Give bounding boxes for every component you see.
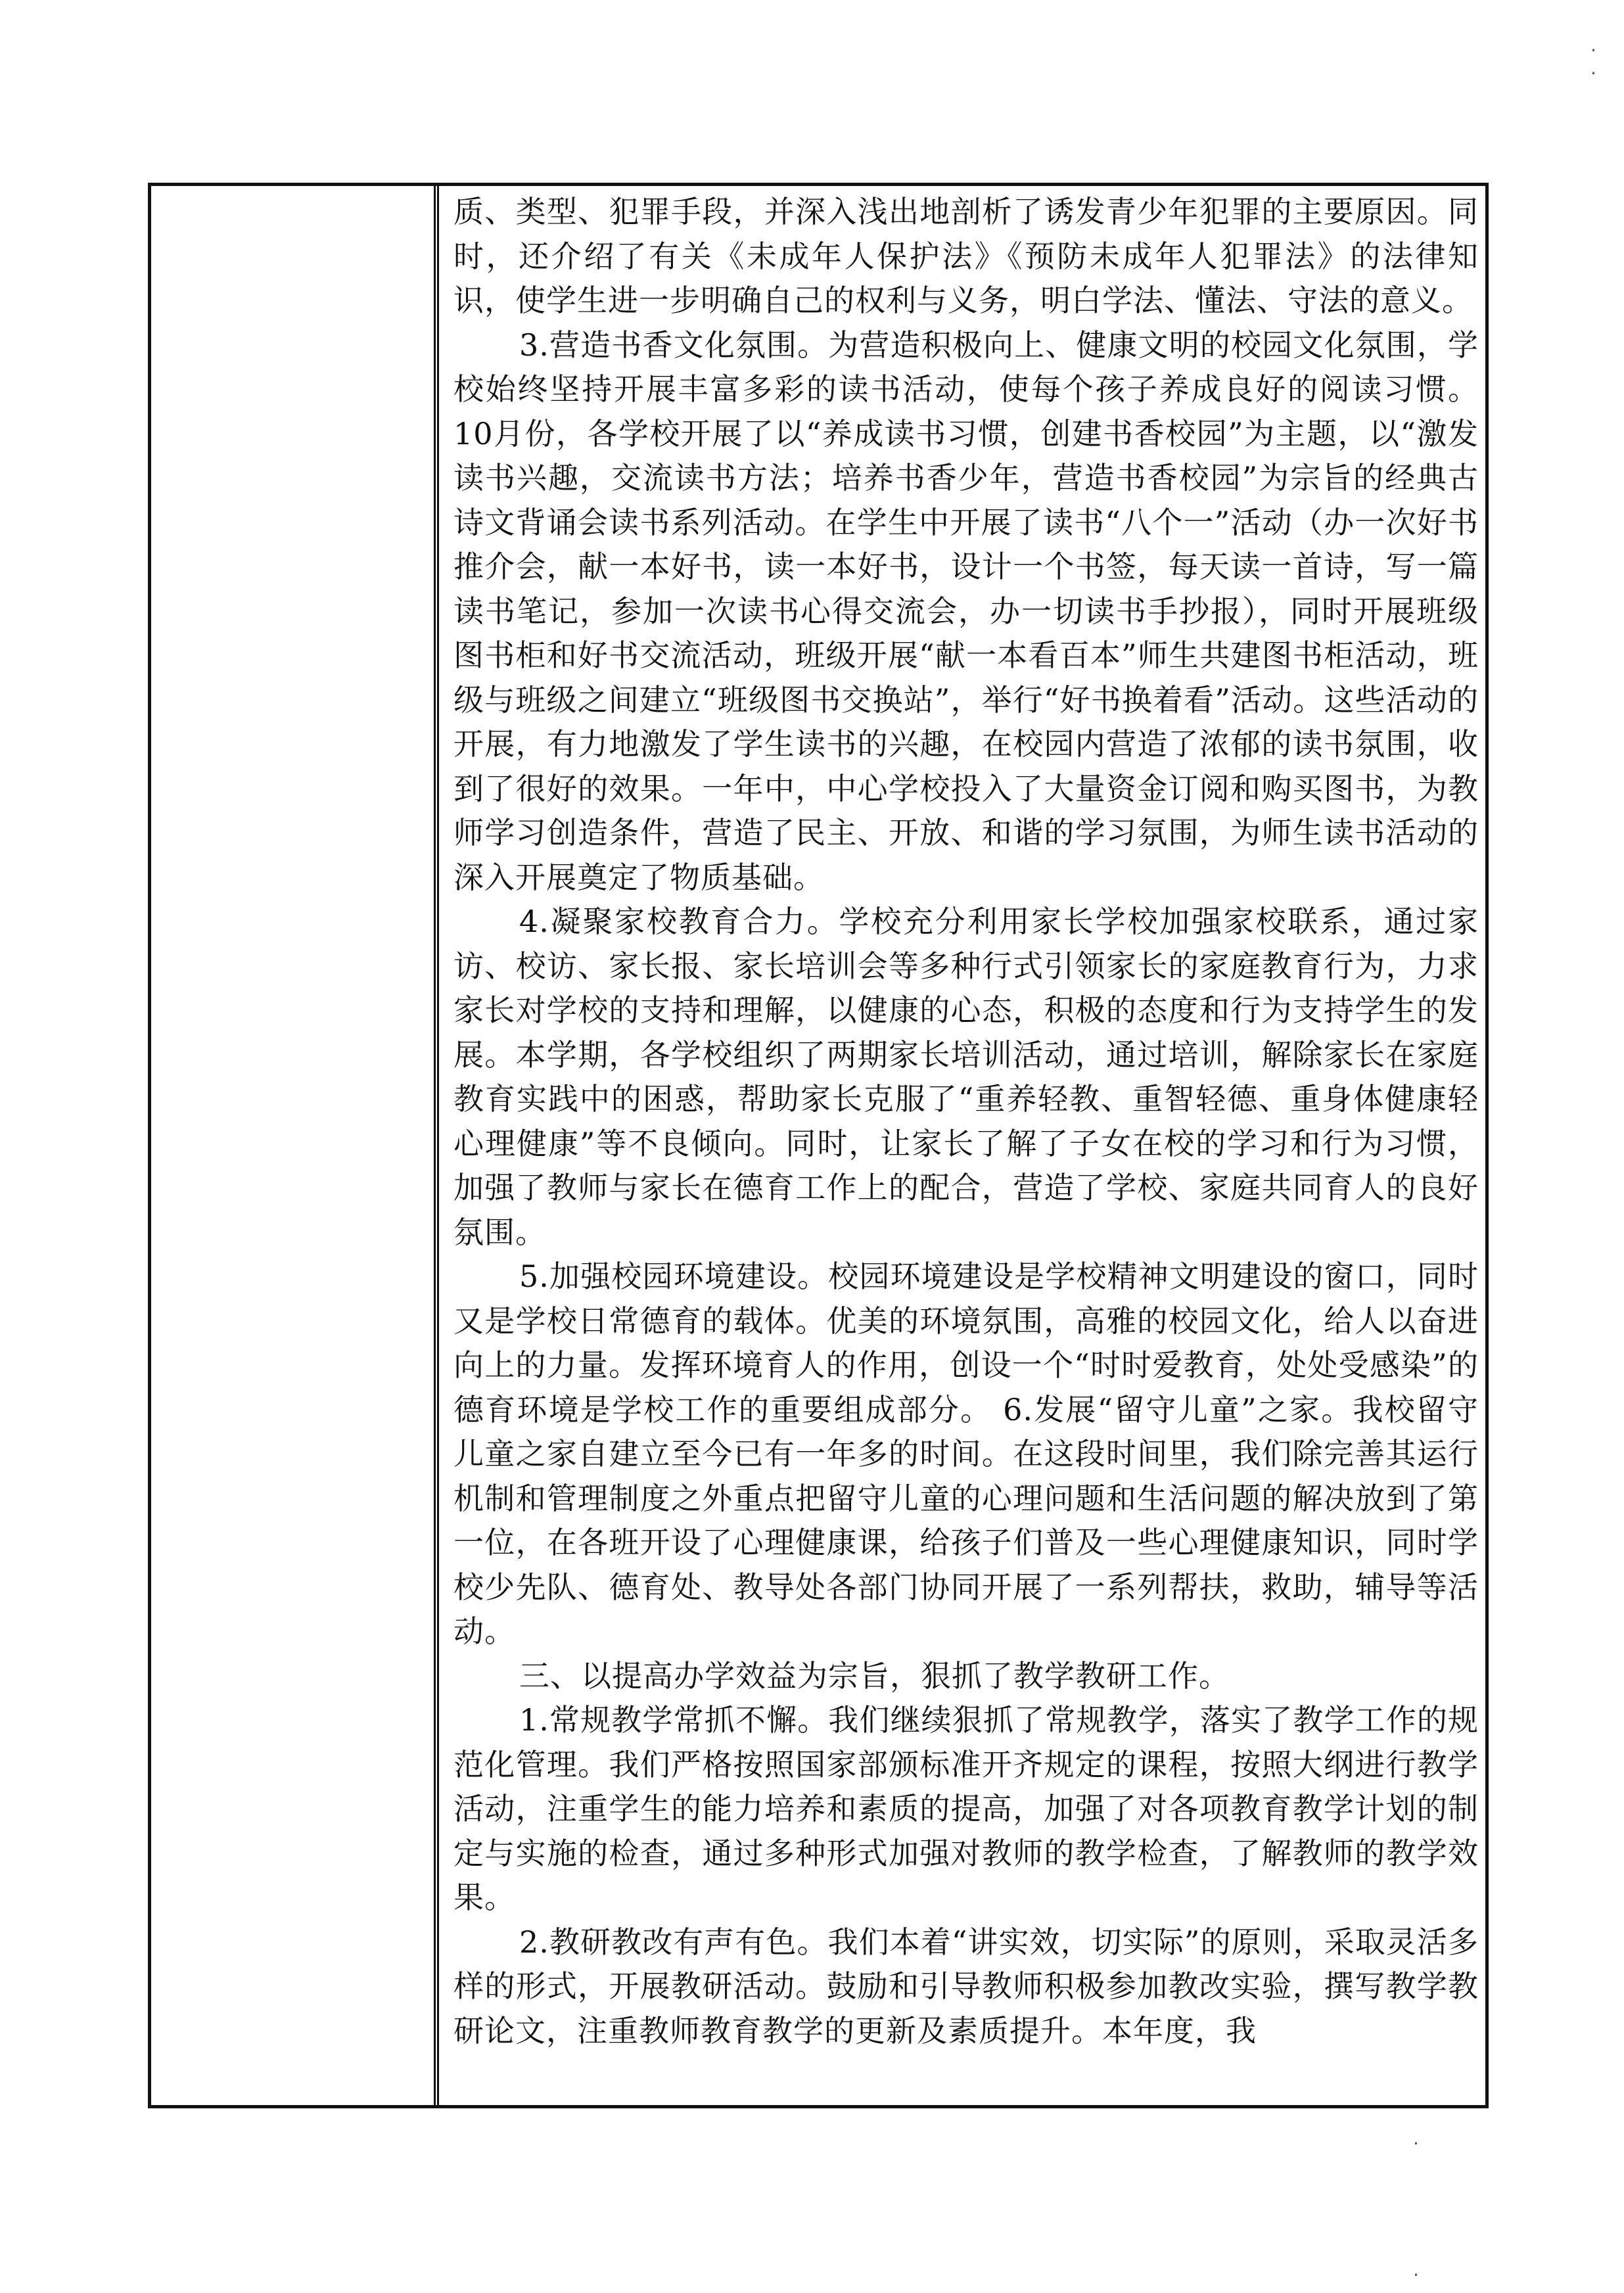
paragraph-campus-environment: 5.加强校园环境建设。校园环境建设是学校精神文明建设的窗口，同时又是学校日常德育的载体。优美的环境氛围，高雅的校园文化，给人以奋进向上的力量。发挥环境育人的作用，创设一个“时时爱教育，处处受感染”的德育环境是学校工作的重要组成部分。 6.发展“留守儿童”之家。我校留守儿童之家自建立至今已有一年多的时间。在这段时间里，我们除完善其运行机制和管理制度之外重点把留守儿童的心理问题和生活问题的解决放到了第一位，在各班开设了心理健康课，给孩子们普及一些心理健康知识，同时学校少先队、德育处、教导处各部门协同开展了一系列帮扶，救助，辅导等活动。: [453, 1259, 1479, 1649]
scan-speck: ·: [1590, 62, 1596, 84]
column-divider: [434, 186, 439, 2105]
scan-speck: ·: [1413, 2133, 1419, 2154]
content-cell: [453, 190, 1479, 2096]
paragraph-home-school: 4.凝聚家校教育合力。学校充分利用家长学校加强家校联系，通过家访、校访、家长报、家长培训会等多种行式引领家长的家庭教育行为，力求家长对学校的支持和理解，以健康的心态，积极的态度和行为支持学生的发展。本学期，各学校组织了两期家长培训活动，通过培训，解除家长在家庭教育实践中的困惑，帮助家长克服了“重养轻教、重智轻德、重身体健康轻心理健康”等不良倾向。同时，让家长了解了子女在校的学习和行为习惯，加强了教师与家长在德育工作上的配合，营造了学校、家庭共同育人的良好氛围。: [453, 904, 1479, 1250]
paragraph-section-heading: 三、以提高办学效益为宗旨，狠抓了教学教研工作。: [519, 1657, 1230, 1694]
table-frame: [148, 183, 1489, 2108]
paragraph-reading-culture: 3.营造书香文化氛围。为营造积极向上、健康文明的校园文化氛围，学校始终坚持开展丰富多彩的读书活动，使每个孩子养成良好的阅读习惯。10月份，各学校开展了以“养成读书习惯，创建书香校园”为主题，以“激发读书兴趣，交流读书方法；培养书香少年，营造书香校园”为宗旨的经典古诗文背诵会读书系列活动。在学生中开展了读书“八个一”活动（办一次好书推介会，献一本好书，读一本好书，设计一个书签，每天读一首诗，写一篇读书笔记，参加一次读书心得交流会，办一切读书手抄报），同时开展班级图书柜和好书交流活动，班级开展“献一本看百本”师生共建图书柜活动，班级与班级之间建立“班级图书交换站”，举行“好书换着看”活动。这些活动的开展，有力地激发了学生读书的兴趣，在校园内营造了浓郁的读书氛围，收到了很好的效果。一年中，中心学校投入了大量资金订阅和购买图书，为教师学习创造条件，营造了民主、开放、和谐的学习氛围，为师生读书活动的深入开展奠定了物质基础。: [453, 327, 1479, 895]
paragraph-routine-teaching: 1.常规教学常抓不懈。我们继续狠抓了常规教学，落实了教学工作的规范化管理。我们严格按照国家部颁标准开齐规定的课程，按照大纲进行教学活动，注重学生的能力培养和素质的提高，加强了对各项教育教学计划的制定与实施的检查，通过多种形式加强对教师的教学检查，了解教师的教学效果。: [453, 1702, 1479, 1915]
scan-speck: ·: [1590, 39, 1596, 61]
paragraph-continuation: 质、类型、犯罪手段，并深入浅出地剖析了诱发青少年犯罪的主要原因。同时，还介绍了有关《未成年人保护法》《预防未成年人犯罪法》的法律知识，使学生进一步明确自己的权利与义务，明白学法、懂法、守法的意义。: [453, 194, 1479, 318]
paragraph-teaching-research: 2.教研教改有声有色。我们本着“讲实效，切实际”的原则，采取灵活多样的形式，开展教研活动。鼓励和引导教师积极参加教改实验，撰写教学教研论文，注重教师教育教学的更新及素质提升。本年度，我: [453, 1924, 1479, 2049]
scan-speck: ·: [1413, 2264, 1419, 2286]
left-column-empty-cell: [151, 186, 437, 2105]
